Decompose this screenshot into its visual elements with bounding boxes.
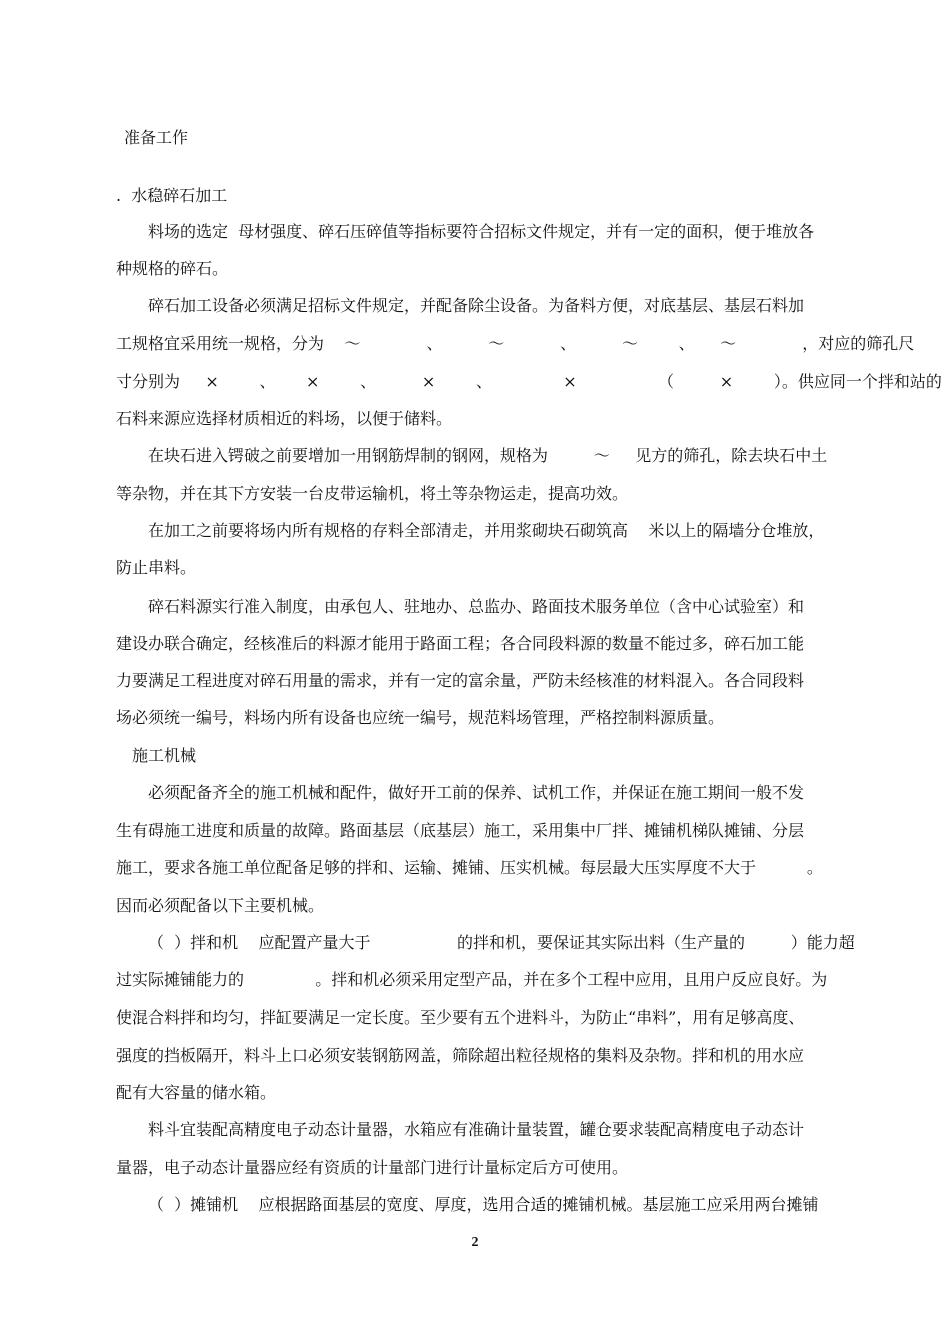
paragraph-line: 过实际摊铺能力的 。拌和机必须采用定型产品，并在多个工程中应用，且用户反应良好。为 [116,970,828,989]
subsection-title-gravel-processing: . 水稳碎石加工 [116,186,228,205]
paragraph-line: 使混合料拌和均匀，拌缸要满足一定长度。至少要有五个进料斗，为防止“串料”，用有足够高度、 [116,1008,805,1027]
page-number: 2 [471,1235,479,1250]
paragraph-line: 等杂物，并在其下方安装一台皮带运输机，将土等杂物运走，提高功效。 [116,484,629,503]
paragraph-line: 碎石料源实行准入制度，由承包人、驻地办、总监办、路面技术服务单位（含中心试验室）和 [148,597,805,616]
paragraph-line: 场必须统一编号，料场内所有设备也应统一编号，规范料场管理，严格控制料源质量。 [116,708,725,727]
paragraph-line: 料场的选定 母材强度、碎石压碎值等指标要符合招标文件规定，并有一定的面积，便于堆放各 [148,222,815,241]
subsection-title-machinery: 施工机械 [132,746,197,765]
paragraph-line: 配有大容量的储水箱。 [116,1083,277,1102]
paragraph-line: 因而必须配备以下主要机械。 [116,896,325,915]
paragraph-line: 量器，电子动态计量器应经有资质的计量部门进行计量标定后方可使用。 [116,1158,629,1177]
paragraph-line: （ ）摊铺机 应根据路面基层的宽度、厚度，选用合适的摊铺机械。基层施工应采用两台摊铺 [148,1195,819,1214]
paragraph-line: 寸分别为 × 、 × 、 × 、 × （ × ）。供应同一个拌和站的 [116,372,942,391]
paragraph-line: 石料来源应选择材质相近的料场，以便于储料。 [116,409,453,428]
paragraph-line: 种规格的碎石。 [116,259,229,278]
paragraph-line: 强度的挡板隔开，料斗上口必须安装钢筋网盖，筛除超出粒径规格的集料及杂物。拌和机的用水应 [116,1046,805,1065]
paragraph-line: 必须配备齐全的施工机械和配件，做好开工前的保养、试机工作，并保证在施工期间一般不发 [148,783,805,802]
section-title-preparation: 准备工作 [124,128,189,147]
paragraph-line: 力要满足工程进度对碎石用量的需求，并有一定的富余量，严防未经核准的材料混入。各合同段料 [116,671,805,690]
paragraph-line: 料斗宜装配高精度电子动态计量器，水箱应有准确计量装置，罐仓要求装配高精度电子动态计 [148,1120,805,1139]
paragraph-line: 工规格宜采用统一规格，分为 ～ 、 ～ 、 ～ 、 ～ ，对应的筛孔尺 [116,334,915,353]
paragraph-line: 在加工之前要将场内所有规格的存料全部清走，并用浆砌块石砌筑高 米以上的隔墙分仓堆放， [148,521,825,540]
paragraph-line: 碎石加工设备必须满足招标文件规定，并配备除尘设备。为备料方便，对底基层、基层石料加 [148,296,805,315]
paragraph-line: 建设办联合确定，经核准后的料源才能用于路面工程；各合同段料源的数量不能过多，碎石加工能 [116,634,805,653]
paragraph-line: 防止串料。 [116,558,197,577]
paragraph-line: （ ）拌和机 应配置产量大于 的拌和机，要保证其实际出料（生产量的 ）能力超 [148,933,855,952]
paragraph-line: 施工，要求各施工单位配备足够的拌和、运输、摊铺、压实机械。每层最大压实厚度不大于 。 [116,858,823,877]
paragraph-line: 在块石进入锷破之前要增加一用钢筋焊制的钢网，规格为 ～ 见方的筛孔，除去块石中土 [148,446,828,465]
paragraph-line: 生有碍施工进度和质量的故障。路面基层（底基层）施工，采用集中厂拌、摊铺机梯队摊铺、分层 [116,821,805,840]
